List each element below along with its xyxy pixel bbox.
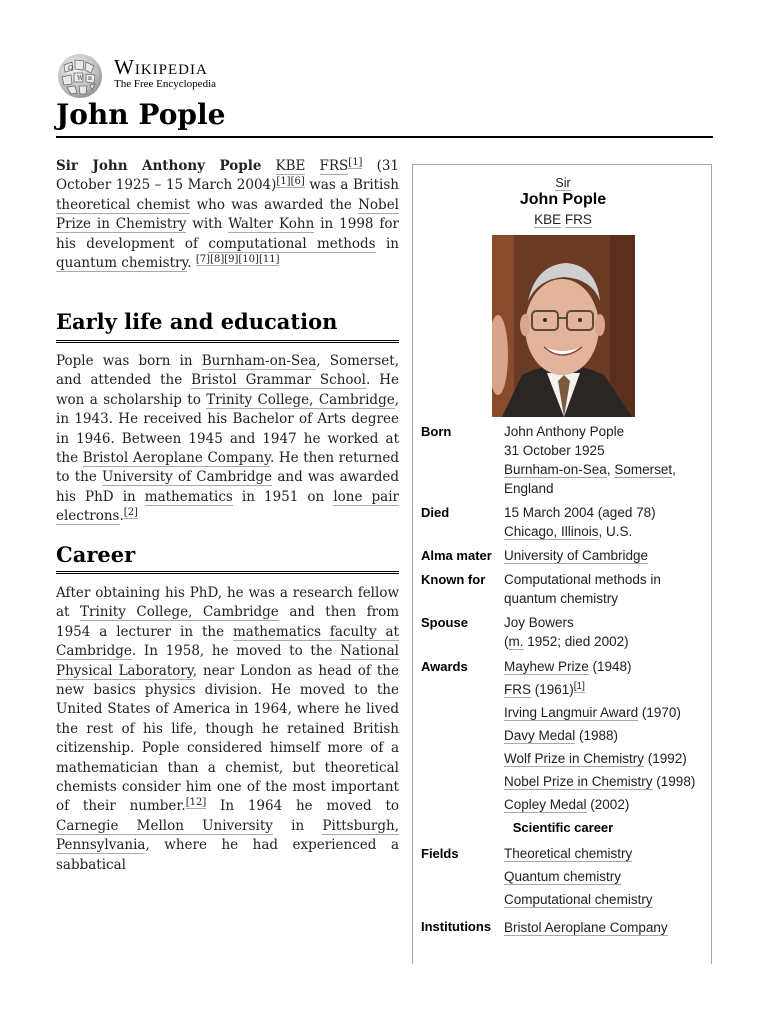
text: was a British — [304, 177, 399, 194]
text: In 1964 he moved to — [206, 798, 400, 815]
institutions-row — [421, 917, 707, 939]
heading-rule — [56, 340, 399, 343]
text: After obtaining his PhD, he was a research fellow at — [56, 585, 399, 621]
pittsburgh-link[interactable]: Pittsburgh, Pennsylvania — [56, 817, 399, 854]
died-value — [504, 503, 709, 541]
svg-text:и: и — [88, 75, 92, 82]
award-link[interactable]: FRS — [504, 682, 531, 697]
institution-link[interactable]: Bristol Aeroplane Company — [504, 920, 668, 935]
svg-text:W: W — [77, 75, 84, 82]
bristol-aeroplane-link[interactable]: Bristol Aeroplane Company — [82, 450, 270, 467]
married-abbr-link[interactable]: m. — [508, 634, 524, 649]
page-title: John Pople — [56, 98, 226, 131]
scientific-career-heading: Scientific career — [512, 820, 614, 835]
fields-row — [421, 844, 707, 914]
citation-link[interactable]: [1] — [573, 680, 585, 692]
citation-link[interactable]: [11] — [258, 253, 280, 265]
field-link[interactable]: Quantum chemistry — [504, 869, 622, 884]
died-date: 15 March 2004 (aged 78) — [504, 505, 656, 520]
award-year: (1961) — [531, 682, 574, 697]
citation-link[interactable]: [7] — [195, 253, 211, 265]
text: . He then returned to the — [56, 450, 400, 486]
award-year: (1948) — [588, 659, 632, 674]
citation-link[interactable]: [1] — [276, 175, 291, 187]
trinity-college-link[interactable]: Trinity College, Cambridge — [80, 604, 279, 621]
citation-link[interactable]: [9] — [224, 253, 239, 265]
field-link[interactable]: Computational chemistry — [504, 892, 653, 907]
born-row — [421, 422, 707, 502]
spouse-label: Spouse — [421, 615, 468, 630]
text: in — [375, 235, 399, 252]
award-year: (1998) — [652, 774, 696, 789]
math-faculty-link[interactable]: mathematics faculty at Cambridge — [56, 623, 399, 660]
awards-list — [504, 657, 709, 818]
wordmark-tagline: The Free Encyclopedia — [114, 78, 217, 90]
computational-methods-link[interactable]: computational methods — [208, 235, 376, 252]
award-item — [504, 795, 709, 814]
text: . — [187, 255, 196, 272]
burnham-link[interactable]: Burnham-on-Sea — [504, 462, 607, 477]
citation-link[interactable]: [10] — [238, 253, 259, 265]
frs-link[interactable]: FRS — [564, 212, 592, 227]
post-nominals — [413, 210, 713, 229]
award-year: (1992) — [644, 751, 687, 766]
known-for-value: Computational methods in quantum chemistry — [504, 572, 661, 606]
text: , in 1943. He received his Bachelor of Arts degree in 1946. Between 1945 and 1947 he worked at the — [56, 391, 400, 467]
wordmark-text: Wikipedia — [114, 55, 208, 79]
award-item — [504, 726, 709, 745]
born-date: 31 October 1925 — [504, 443, 605, 458]
known-for-label: Known for — [421, 572, 486, 587]
text: in 1951 on — [232, 488, 334, 505]
text: , near London as head of the new basics physics division. He moved to the United States of America in 1964, where he lived the rest of his life, though he retained British citizenship. Pople considered himself more of a mathematician than a chemist, but theoretical chemists consider him one of the most important of their number. — [56, 662, 399, 815]
portrait-photo[interactable] — [492, 235, 635, 417]
infobox — [412, 164, 712, 964]
alma-mater-label: Alma mater — [421, 548, 492, 563]
award-link[interactable]: Wolf Prize in Chemistry — [504, 751, 645, 766]
separator: , — [672, 462, 676, 477]
nobel-prize-link[interactable]: Nobel Prize in Chemistry — [56, 196, 399, 233]
text: with — [186, 216, 229, 233]
quantum-chemistry-link[interactable]: quantum chemistry — [56, 255, 188, 272]
fields-label: Fields — [421, 846, 459, 861]
spouse-detail: (m. 1952; died 2002) — [504, 634, 629, 649]
career-paragraph — [56, 584, 399, 875]
section-heading-career — [56, 541, 399, 569]
carnegie-mellon-link[interactable]: Carnegie Mellon University — [56, 817, 273, 834]
died-row — [421, 503, 707, 543]
separator: , — [606, 462, 615, 477]
text: . In 1958, he moved to the — [131, 643, 341, 660]
early-life-paragraph — [56, 352, 399, 527]
spouse-row — [421, 613, 707, 653]
bristol-grammar-link[interactable]: Bristol Grammar School — [191, 372, 366, 389]
burnham-link[interactable]: Burnham-on-Sea — [201, 353, 317, 369]
subject-name: Sir John Anthony Pople — [56, 158, 262, 174]
alma-mater-row — [421, 546, 707, 566]
born-label: Born — [421, 424, 452, 439]
text: in — [272, 817, 323, 834]
citation-link[interactable]: [1] — [348, 156, 363, 168]
citation-link[interactable]: [12] — [185, 796, 207, 808]
wikipedia-wordmark[interactable] — [114, 56, 216, 91]
text: . He won a scholarship to — [56, 372, 399, 408]
spouse-value — [504, 613, 709, 651]
citation-link[interactable]: [2] — [123, 506, 138, 518]
died-place — [504, 522, 709, 541]
born-value — [504, 422, 709, 498]
text: Pople was born in — [56, 353, 202, 369]
awards-label: Awards — [421, 659, 468, 674]
award-link[interactable]: Irving Langmuir Award — [504, 705, 639, 720]
born-place — [504, 460, 709, 479]
heading-text: Early life and education — [56, 309, 338, 334]
infobox-name: John Pople — [519, 191, 607, 208]
walter-kohn-link[interactable]: Walter Kohn — [228, 216, 315, 233]
award-item — [504, 680, 709, 699]
section-heading-early-life — [56, 308, 399, 336]
fields-list — [504, 844, 709, 913]
title-divider — [56, 136, 713, 138]
award-item — [504, 749, 709, 768]
lone-pair-link[interactable]: lone pair — [333, 488, 399, 505]
heading-rule — [56, 571, 399, 574]
born-country: England — [504, 481, 554, 496]
text: . — [119, 508, 124, 525]
somerset-link[interactable]: Somerset — [614, 462, 673, 477]
university-cambridge-link[interactable]: University of Cambridge — [102, 469, 273, 486]
award-item — [504, 772, 709, 791]
kbe-link[interactable]: KBE — [534, 212, 562, 227]
sir-link[interactable]: Sir — [555, 176, 571, 190]
wikipedia-globe-logo[interactable] — [55, 53, 105, 99]
award-item — [504, 657, 709, 676]
frs-link[interactable]: FRS — [319, 158, 349, 174]
citation-link[interactable]: [8] — [210, 253, 225, 265]
electrons-link[interactable]: electrons — [56, 508, 120, 525]
intro-paragraph — [56, 157, 399, 273]
country-text: , U.S. — [598, 524, 633, 539]
citation-link[interactable]: [6] — [290, 175, 305, 187]
born-name: John Anthony Pople — [504, 424, 625, 439]
award-year: (2002) — [586, 797, 630, 812]
award-year: (1970) — [638, 705, 681, 720]
cambridge-link[interactable]: University of Cambridge — [504, 548, 649, 563]
npl-link[interactable]: National Physical Laboratory — [56, 643, 399, 679]
award-item — [504, 703, 709, 722]
institutions-label: Institutions — [421, 919, 492, 934]
award-link[interactable]: Copley Medal — [504, 797, 587, 812]
text: and then from 1954 a lecturer in the — [56, 604, 399, 640]
text: in 1998 for his development of — [56, 216, 399, 252]
kbe-link[interactable]: KBE — [275, 158, 306, 174]
award-link[interactable]: Davy Medal — [504, 728, 576, 743]
awards-row — [421, 657, 707, 817]
marriage-dates: 1952; died 2002) — [523, 634, 629, 649]
svg-text:Ω: Ω — [68, 65, 73, 72]
spouse-name: Joy Bowers — [504, 615, 574, 630]
known-for-row — [421, 570, 707, 610]
award-link[interactable]: Nobel Prize in Chemistry — [504, 774, 653, 789]
text: , Somerset, and attended the — [56, 353, 399, 389]
text: who was awarded the — [190, 196, 359, 213]
life-dates: (31 October 1925 – 15 March 2004) — [56, 158, 400, 194]
text: and was awarded his PhD in — [56, 469, 400, 505]
field-link[interactable]: Theoretical chemistry — [504, 846, 633, 861]
text: , where he had experienced a sabbatical — [56, 837, 399, 873]
heading-text: Career — [56, 542, 136, 567]
trinity-college-link[interactable]: Trinity College, Cambridge — [206, 391, 395, 408]
award-year: (1988) — [575, 728, 619, 743]
chicago-link[interactable]: Chicago, Illinois — [504, 524, 599, 539]
theoretical-chemist-link[interactable]: theoretical chemist — [56, 196, 191, 213]
mathematics-link[interactable]: mathematics — [144, 488, 233, 505]
award-link[interactable]: Mayhew Prize — [504, 659, 589, 674]
died-label: Died — [421, 505, 450, 520]
